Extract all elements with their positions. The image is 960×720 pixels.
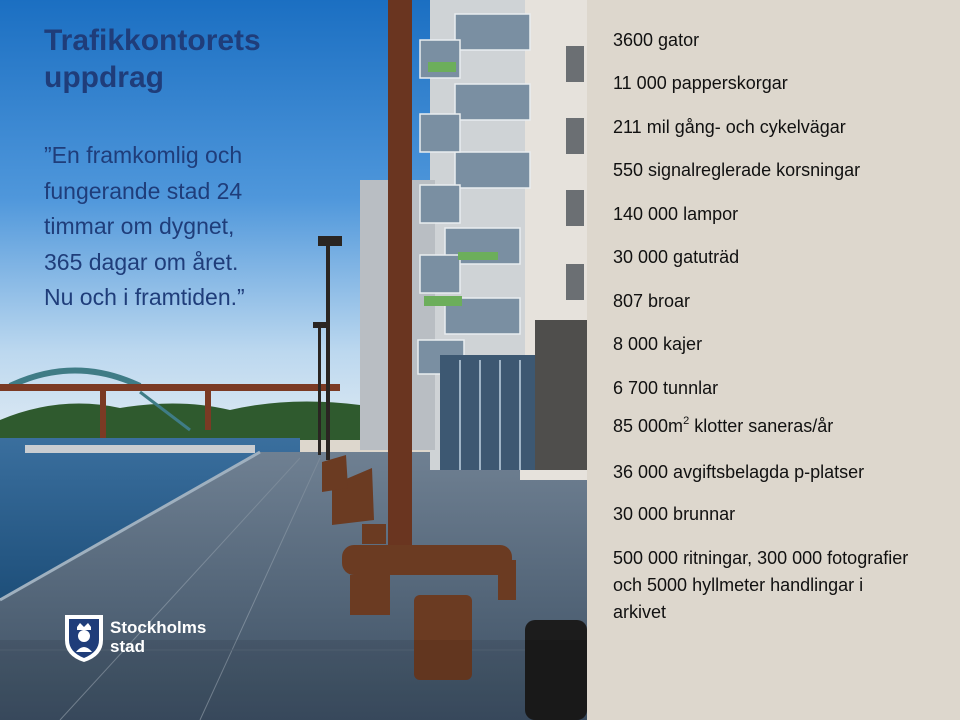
mission-quote	[44, 138, 314, 316]
close-quote-mark: ”	[237, 284, 245, 310]
stat-suffix: klotter saneras/år	[689, 416, 834, 436]
stat-item: 36 000 avgiftsbelagda p-platser	[613, 462, 865, 482]
stat-item: 11 000 papperskorgar	[613, 73, 788, 93]
stat-prefix: 85 000m	[613, 416, 684, 436]
logo-wordmark	[110, 618, 206, 656]
stat-item	[613, 545, 960, 626]
open-quote-mark: ”	[44, 142, 52, 168]
stat-item: 3600 gator	[613, 30, 700, 50]
quote-line: timmar om dygnet,	[44, 213, 235, 239]
slide-title	[44, 22, 344, 96]
quote-line: En framkomlig och	[51, 142, 243, 168]
crest-icon	[62, 612, 106, 664]
stat-item: 8 000 kajer	[613, 334, 703, 354]
stat-item: 30 000 brunnar	[613, 504, 736, 524]
quote-line: Nu och i framtiden.	[44, 284, 238, 310]
stat-item: 140 000 lampor	[613, 204, 739, 224]
quote-line: 365 dagar om året.	[44, 248, 239, 275]
stat-line: 500 000 ritningar, 300 000 fotografier	[613, 548, 909, 568]
stat-item	[613, 413, 833, 440]
stat-item: 6 700 tunnlar	[613, 378, 719, 398]
stat-line: arkivet	[613, 602, 667, 622]
steel-pole	[388, 0, 412, 570]
stat-item: 211 mil gång- och cykelvägar	[613, 117, 846, 137]
stat-line: och 5000 hyllmeter handlingar i	[613, 575, 864, 595]
facade-base	[535, 320, 587, 470]
stat-item: 30 000 gatuträd	[613, 247, 740, 267]
logo-line: stad	[110, 637, 145, 656]
stat-superscript: 2	[683, 415, 690, 427]
stats-panel	[587, 0, 960, 720]
stockholms-stad-logo	[62, 612, 232, 668]
quote-line: fungerande stad 24	[44, 177, 243, 204]
logo-line: Stockholms	[110, 618, 207, 637]
stat-item: 807 broar	[613, 291, 691, 311]
title-line: uppdrag	[44, 61, 164, 94]
jetty	[25, 445, 255, 453]
title-line: Trafikkontorets	[44, 24, 261, 57]
stat-item: 550 signalreglerade korsningar	[613, 160, 861, 180]
